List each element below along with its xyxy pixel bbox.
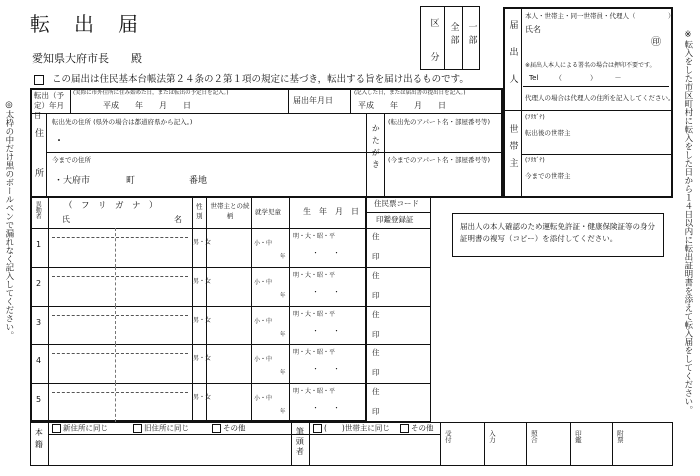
uketsuke-label: 受付 <box>443 430 452 443</box>
tenshutsu-note: (実際に市外住所に住み始めた日，または転出の予定日を記入。) <box>73 90 229 96</box>
school-option[interactable]: 小・中 <box>254 395 273 403</box>
tel-label: Tel <box>529 74 539 82</box>
sex-option[interactable]: 男・女 <box>193 355 212 363</box>
checkbox-icon <box>313 424 322 433</box>
resident-mark: 住 <box>372 232 380 241</box>
resident-mark: 住 <box>372 348 380 358</box>
era-option[interactable]: 明・大・昭・平 <box>293 388 336 396</box>
birth-label: 生 年 月 日 <box>303 207 359 216</box>
furigana-header: （ フ リ ガ ナ ） <box>64 201 158 211</box>
person-name-field[interactable] <box>49 229 191 266</box>
tel-field[interactable] <box>523 72 669 85</box>
notifier-name-label: 氏名 <box>525 25 541 34</box>
relation-field[interactable] <box>207 268 250 305</box>
todokede-date-value[interactable]: 平成 年 月 日 <box>358 101 446 110</box>
kubun-zenbu[interactable]: 全部 <box>448 22 459 48</box>
kubun-label: 区 分 <box>428 18 439 69</box>
addressee: 愛知県大府市長 殿 <box>32 52 142 65</box>
relation-label: 世帯主との続柄 <box>210 202 250 220</box>
hitto-label: 筆頭者 <box>295 427 305 457</box>
notifier-role-line[interactable]: 本人・世帯主・同一世帯員・代理人（ ） <box>525 12 675 20</box>
shogo-label: 照合 <box>529 430 538 443</box>
old-head-label: 今までの世帯主 <box>525 172 571 180</box>
todokede-date-label: 届出年月日 <box>293 96 333 105</box>
row-number: 2 <box>36 278 42 288</box>
person-name-field[interactable] <box>49 384 191 421</box>
relation-field[interactable] <box>207 384 250 421</box>
tel-parens: （ ） － <box>555 74 622 82</box>
school-option[interactable]: 小・中 <box>254 278 273 286</box>
todokede-note: (記入した日，または届出書の提出日を記入。) <box>354 90 466 96</box>
seal-mark-row: 印 <box>372 252 380 261</box>
resident-mark: 住 <box>372 387 380 397</box>
jusho-label: 住 <box>35 129 45 139</box>
relation-field[interactable] <box>207 345 250 382</box>
school-option[interactable]: 小・中 <box>254 240 273 247</box>
agent-note: 代理人の場合は代理人の住所を記入してください。 <box>525 94 675 102</box>
row-number: 3 <box>36 317 42 327</box>
sex-option[interactable]: 男・女 <box>193 277 212 285</box>
person-name-field[interactable] <box>49 307 191 344</box>
furigana-new-head: (ﾌﾘｶﾞﾅ) <box>525 114 545 121</box>
checkbox-icon <box>400 424 409 433</box>
person-name-field[interactable] <box>49 268 191 305</box>
era-option[interactable]: 明・大・昭・平 <box>293 271 336 279</box>
school-label: 就学児童 <box>255 208 281 216</box>
shi-label: 氏 <box>62 215 70 224</box>
setainushi-label: 世帯主 <box>507 124 518 175</box>
grade-suffix: 年 <box>280 331 286 338</box>
old-address-label: 今までの住所 <box>52 156 91 164</box>
notifier-sign-note: ※届出人本人による署名の場合は押印不要です。 <box>525 62 656 69</box>
grade-suffix: 年 <box>280 254 286 260</box>
checkbox-icon <box>52 424 61 433</box>
resident-mark: 住 <box>372 270 380 280</box>
checkbox-icon <box>133 424 142 433</box>
birth-dots[interactable]: ・ ・ <box>312 326 340 335</box>
left-side-instruction: ◎太枠の中だけ黒のボールペンで漏れなく記入してください。 <box>3 100 14 340</box>
sex-option[interactable]: 男・女 <box>193 316 212 324</box>
relation-field[interactable] <box>207 229 250 266</box>
right-side-instruction: ※転入をした市区町村に転入をした日から１４日以内に転出証明書を添えて転入届をしてください。 <box>682 30 693 414</box>
new-apt-label: (転出先のアパート名・部屋番号等) <box>388 118 491 126</box>
new-address-value[interactable]: ・ <box>54 136 64 147</box>
notifier-side-label: 届出人 <box>507 20 518 101</box>
old-address-value[interactable]: ・大府市 町 番地 <box>54 176 208 186</box>
resident-code-label: 住民票コード <box>374 199 419 208</box>
row-number: 5 <box>36 395 42 405</box>
row-number: 1 <box>36 240 42 249</box>
sex-option[interactable]: 男・女 <box>193 394 212 402</box>
seal-reg-label: 印鑑登録証 <box>376 215 414 224</box>
seal-mark-row: 印 <box>372 290 380 300</box>
new-head-label: 転出後の世帯主 <box>525 129 571 137</box>
honseki-opt-new[interactable]: 新住所に同じ <box>52 424 108 433</box>
sex-option[interactable]: 男・女 <box>193 239 212 246</box>
era-option[interactable]: 明・大・昭・平 <box>293 349 336 357</box>
katagaki-label: かたがき <box>371 124 381 172</box>
notifier-name-field[interactable] <box>524 24 669 52</box>
school-option[interactable]: 小・中 <box>254 356 273 364</box>
birth-dots[interactable]: ・ ・ <box>312 365 340 374</box>
birth-dots[interactable]: ・ ・ <box>312 287 340 296</box>
new-address-label: 転出先の住所 (県外の場合は都道府県から記入。) <box>52 118 193 126</box>
seal-mark: ㊞ <box>651 37 661 48</box>
kubun-ichibu[interactable]: 一部 <box>466 22 477 48</box>
tempu-label: 附票 <box>615 430 624 443</box>
new-head-field[interactable] <box>522 111 672 153</box>
resident-mark: 住 <box>372 309 380 319</box>
tenshutsu-date-label: 転出（予定）年月日 <box>34 91 64 120</box>
notice-text: この届出は住民基本台帳法第２４条の２第１項の規定に基づき，転出する旨を届け出るものです。 <box>52 74 469 85</box>
grade-suffix: 年 <box>280 409 286 416</box>
hitto-opt-same[interactable]: ( )世帯主に同じ <box>313 424 390 433</box>
seal-mark-row: 印 <box>372 368 380 378</box>
seal-mark-row: 印 <box>372 407 380 417</box>
nyuryoku-label: 入力 <box>487 430 496 443</box>
hitto-opt-other[interactable]: その他 <box>400 424 434 433</box>
furigana-old-head: (ﾌﾘｶﾞﾅ) <box>525 157 545 164</box>
id-note-text: 届出人の本人確認のため運転免許証・健康保険証等の身分証明書の複写（コピー）を添付してください。 <box>460 222 655 243</box>
birth-dots[interactable]: ・ ・ <box>312 404 340 413</box>
inkan-label: 印鑑 <box>573 430 582 443</box>
grade-suffix: 年 <box>280 370 286 377</box>
honseki-opt-other[interactable]: その他 <box>212 424 246 433</box>
form-title: 転 出 届 <box>30 12 140 36</box>
seal-mark-row: 印 <box>372 329 380 339</box>
school-option[interactable]: 小・中 <box>254 317 273 325</box>
honseki-opt-old[interactable]: 旧住所に同じ <box>133 424 189 433</box>
row-number: 4 <box>36 356 42 366</box>
era-option[interactable]: 明・大・昭・平 <box>293 233 336 240</box>
mei-label: 名 <box>174 215 182 224</box>
person-name-field[interactable] <box>49 345 191 382</box>
honseki-label: 本籍 <box>34 428 44 452</box>
tenshutsu-date-value[interactable]: 平成 年 月 日 <box>103 101 191 110</box>
seibetsu-label: 性別 <box>194 203 203 222</box>
old-apt-label: (今までのアパート名・部屋番号等) <box>388 156 491 164</box>
checkbox-icon <box>212 424 221 433</box>
ido-label: 異動者 <box>34 201 42 219</box>
grade-suffix: 年 <box>280 292 286 299</box>
era-option[interactable]: 明・大・昭・平 <box>293 310 336 318</box>
relation-field[interactable] <box>207 307 250 344</box>
birth-dots[interactable]: ・ ・ <box>312 249 340 257</box>
tokoro-label: 所 <box>35 169 45 179</box>
notice-checkbox <box>34 75 44 85</box>
old-head-field[interactable] <box>522 155 672 197</box>
